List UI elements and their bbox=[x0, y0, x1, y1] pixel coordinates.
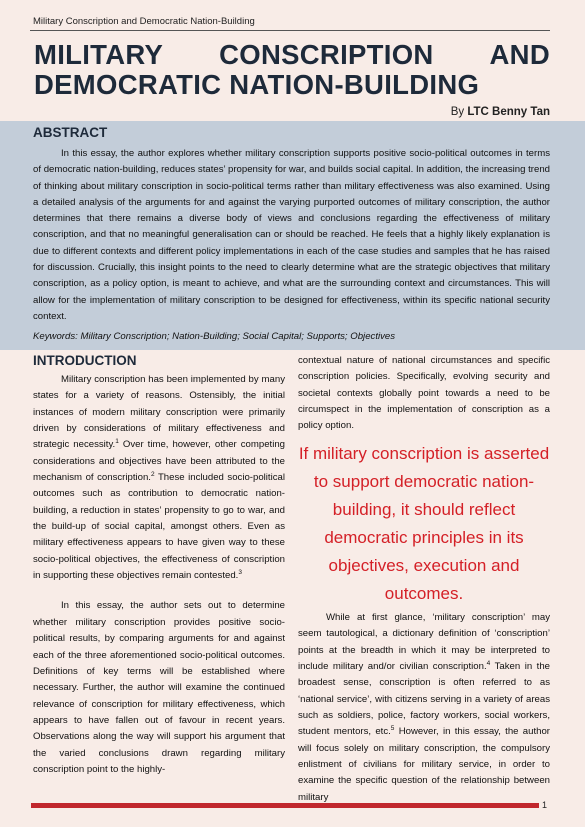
author-prefix: By bbox=[450, 106, 468, 118]
introduction-heading: INTRODUCTION bbox=[33, 353, 137, 368]
intro-p1-text-b: Over time, however, other competing considerations and objectives have been attributed to the mechanism of conscription. bbox=[33, 439, 285, 484]
intro-p1-text-a: Military conscription has been implemented by many states for a variety of reasons. Ostensibly, the initial instances of modern military conscription were primarily driven by considerations of military effectiveness and strategic necessity. bbox=[33, 374, 285, 451]
right-column-bottom bbox=[298, 610, 550, 806]
title-line-1 bbox=[34, 40, 550, 70]
footer-bar bbox=[31, 803, 539, 808]
left-column bbox=[33, 372, 285, 778]
footnote-ref-2: 2 bbox=[150, 471, 155, 479]
intro-paragraph-3 bbox=[298, 610, 550, 806]
title-word-military: MILITARY bbox=[34, 39, 164, 70]
footnote-ref-5: 5 bbox=[390, 725, 395, 733]
pull-quote: If military conscription is asserted to support democratic nation-building, it should reflect democratic principles in its objectives, execution and outcomes. bbox=[298, 444, 550, 603]
abstract-text: In this essay, the author explores whether military conscription supports positive socio-political outcomes in terms of democratic nation-building, reduces states’ propensity for war, and builds social capital. In addition, the increasing trend of thinking about military conscription in socio-political terms rather than military effectiveness was also examined. Using a detailed analysis of the arguments for and against the varying purported outcomes of military conscription, the author determines that there remains a diverse body of views and conclusions regarding the effectiveness of military conscription, and that no meaningful generalisation can or should be reached. He feels that a highly likely explanation is due to different contexts and different policy implementations in each of the case studies and samples that he has raised for discussion. Crucially, this insight points to the need to clearly determine what are the strategic objectives that military conscription, as a policy option, is meant to achieve, and what are the surrounding context and circumstances. This will allow for the implementation of military conscription to be designed for effectiveness, within its specific national security context. bbox=[33, 148, 550, 322]
article-title bbox=[34, 40, 550, 100]
header-divider bbox=[30, 30, 550, 31]
title-line-2: DEMOCRATIC NATION-BUILDING bbox=[34, 69, 480, 100]
right-column-top bbox=[298, 353, 550, 435]
footnote-ref-3: 3 bbox=[238, 569, 242, 577]
abstract-heading: ABSTRACT bbox=[33, 125, 108, 140]
intro-p1-text-c: These included socio-political outcomes such as contribution to democratic nation-building, a reduction in states’ propensity to go to war, and the build-up of social capital, amongst others. Even as military effectiveness appears to have given way to these socio-political objectives, the effectiveness of conscription in supporting these objectives remain contested. bbox=[33, 472, 285, 582]
author-byline bbox=[451, 106, 550, 118]
intro-p4-text-b: Taken in the broadest sense, conscription is often referred to as ‘national service’, with citizens serving in a variety of areas such as soldiers, police, factory workers, social workers, student mentors, etc. bbox=[298, 661, 550, 738]
page-number: 1 bbox=[542, 800, 548, 810]
intro-paragraph-2: In this essay, the author sets out to determine whether military conscription provides positive socio-political results, by comparing arguments for and against each of the three aforementioned socio-political outcomes. Definitions of key terms will be established where necessary. Further, the author will examine the continued relevance of conscription for military effectiveness, which appears to have fallen out of favour in recent years. Observations along the way will support his argument that the varied conclusions drawn regarding military conscription point to the highly- bbox=[33, 600, 285, 775]
intro-p4-text-a: While at first glance, ‘military conscription’ may seem tautological, a dictionary definition of ‘conscription’ points at the breadth in which it may be interpreted to include military and/or civilian conscription. bbox=[298, 612, 550, 673]
keywords: Keywords: Military Conscription; Nation-Building; Social Capital; Supports; Objectives bbox=[33, 331, 396, 342]
intro-paragraph-1 bbox=[33, 372, 285, 584]
title-word-and: AND bbox=[489, 39, 550, 70]
intro-paragraph-2-continued: contextual nature of national circumstances and specific conscription policies. Specifically, evolving security and societal contexts globally point towards a need to be circumspect in the implementation of conscription as a policy option. bbox=[298, 355, 550, 432]
running-header: Military Conscription and Democratic Nation-Building bbox=[33, 16, 255, 27]
title-word-conscription: CONSCRIPTION bbox=[219, 39, 434, 70]
author-name: LTC Benny Tan bbox=[467, 106, 550, 118]
footnote-ref-4: 4 bbox=[486, 660, 491, 668]
footnote-ref-1: 1 bbox=[115, 438, 119, 446]
intro-p4-text-c: However, in this essay, the author will focus solely on military conscription, the compulsory enlistment of civilians for military service, in order to examine the specific question of the relationship between military bbox=[298, 726, 550, 803]
